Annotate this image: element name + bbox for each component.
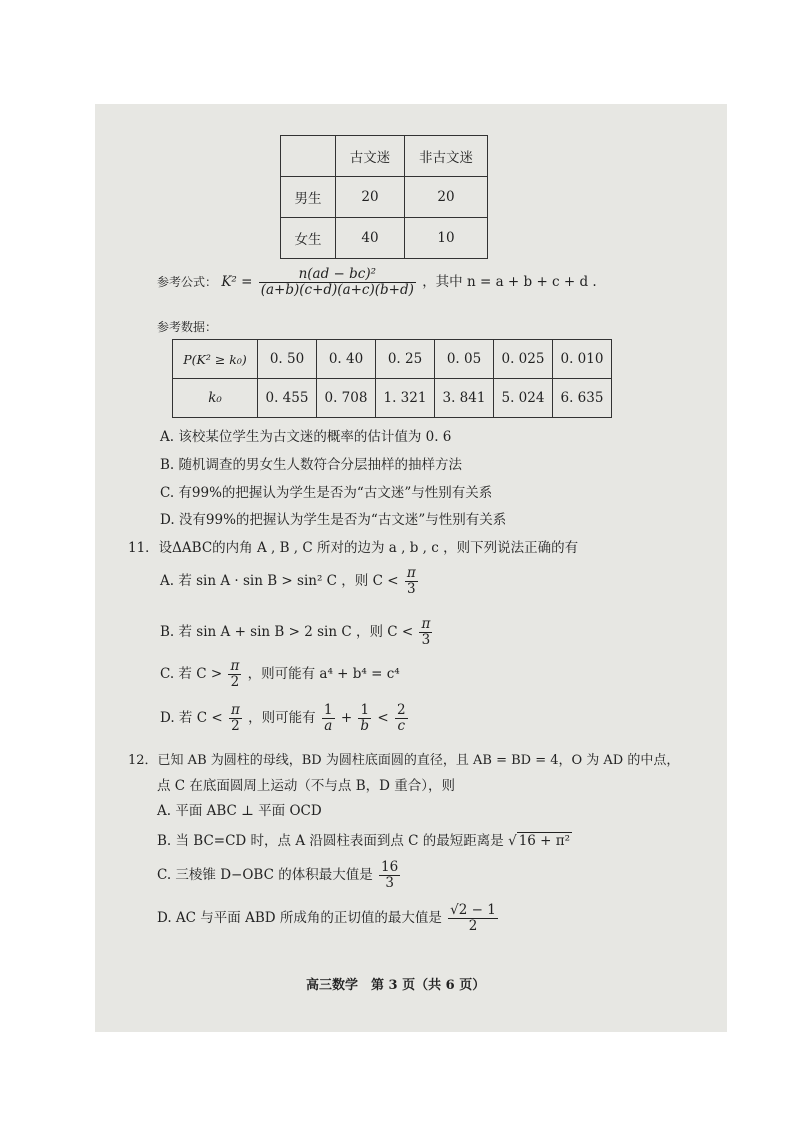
fraction <box>228 659 241 690</box>
q11-option-a <box>160 566 420 597</box>
q10-option-c: C. 有99%的把握认为学生是否为“古文迷”与性别有关系 <box>160 485 493 501</box>
q12-option-c <box>157 860 402 891</box>
fraction-numerator: 1 <box>323 702 333 718</box>
table-cell: 0. 025 <box>494 340 553 379</box>
table-row <box>173 340 612 379</box>
q11-option-d <box>160 703 410 734</box>
table-row <box>281 136 488 177</box>
table-cell: 非古文迷 <box>405 136 488 177</box>
fraction <box>322 703 335 734</box>
table-cell: 0. 708 <box>317 379 376 418</box>
fraction <box>395 703 408 734</box>
less-than-sign: < <box>377 710 389 726</box>
table-cell: P(K² ≥ k₀) <box>173 340 258 379</box>
table-row <box>281 218 488 259</box>
radicand: 16 + π² <box>518 833 571 849</box>
fraction <box>419 617 432 648</box>
fraction-denominator: 2 <box>231 718 240 734</box>
q12-b-text: B. 当 BC=CD 时，点 A 沿圆柱表面到点 C 的最短距离是 <box>157 833 504 849</box>
fraction <box>358 703 371 734</box>
fraction-numerator: 1 <box>358 703 371 719</box>
q12-option-b <box>157 832 572 850</box>
fraction-numerator: π <box>406 565 416 581</box>
table-cell: 0. 455 <box>258 379 317 418</box>
contingency-table <box>280 135 488 259</box>
q11-a-text: A. 若 sin A · sin B > sin² C ，则 C < <box>160 573 399 589</box>
q11-b-text: B. 若 sin A + sin B > 2 sin C ，则 C < <box>160 624 414 640</box>
table-cell: 0. 25 <box>376 340 435 379</box>
table-cell: 0. 40 <box>317 340 376 379</box>
table-cell: 女生 <box>281 218 336 259</box>
table-cell: 20 <box>336 177 405 218</box>
fraction-numerator: π <box>230 658 240 674</box>
fraction-denominator: 3 <box>406 581 416 597</box>
formula-numerator: n(ad − bc)² <box>259 267 416 283</box>
q10-option-a: A. 该校某位学生为古文迷的概率的估计值为 0. 6 <box>160 429 452 445</box>
reference-formula <box>157 265 597 299</box>
q11-d-mid: ，则可能有 <box>248 710 316 726</box>
fraction-numerator: π <box>421 616 431 632</box>
table-cell: 1. 321 <box>376 379 435 418</box>
table-cell: 20 <box>405 177 488 218</box>
fraction-denominator: 3 <box>385 875 394 891</box>
fraction-denominator: 2 <box>230 674 240 690</box>
formula-denominator: (a+b)(c+d)(a+c)(b+d) <box>260 282 414 298</box>
radical: √ 16 + π² <box>508 833 571 849</box>
critical-value-table <box>172 339 612 418</box>
table-cell: 40 <box>336 218 405 259</box>
table-row <box>173 379 612 418</box>
table-cell: 5. 024 <box>494 379 553 418</box>
q10-option-b: B. 随机调查的男女生人数符合分层抽样的抽样方法 <box>160 457 463 473</box>
reference-data-label: 参考数据： <box>157 320 218 334</box>
fraction <box>405 566 418 597</box>
table-cell: 0. 50 <box>258 340 317 379</box>
q11-option-b <box>160 617 434 648</box>
q11-d-text: D. 若 C < <box>160 710 223 726</box>
fraction-numerator: π <box>230 702 240 718</box>
fraction-numerator: 16 <box>381 859 399 875</box>
q11-option-c <box>160 659 400 690</box>
table-cell: 10 <box>405 218 488 259</box>
fraction-denominator: 2 <box>468 918 478 934</box>
formula-label: 参考公式： <box>157 275 218 289</box>
q11-c-text: C. 若 C > <box>160 666 223 682</box>
q12-stem-line2: 点 C 在底面圆周上运动（不与点 B，D 重合），则 <box>157 778 455 794</box>
fraction <box>379 860 400 891</box>
fraction <box>229 703 242 734</box>
q11-stem: 11．设ΔABC的内角 A , B , C 所对的边为 a , b , c ，则下列说法正确的有 <box>128 540 579 556</box>
table-cell: 男生 <box>281 177 336 218</box>
fraction-denominator: c <box>397 718 406 734</box>
fraction-denominator: b <box>360 718 370 734</box>
table-cell: 6. 635 <box>553 379 612 418</box>
fraction-numerator: 2 <box>396 702 406 718</box>
q10-option-d: D. 没有99%的把握认为学生是否为“古文迷”与性别有关系 <box>160 512 507 528</box>
table-cell <box>281 136 336 177</box>
fraction <box>448 903 498 934</box>
formula-where: ，其中 n = a + b + c + d . <box>422 274 597 290</box>
q12-stem-line1: 12．已知 AB 为圆柱的母线，BD 为圆柱底面圆的直径，且 AB = BD = 4，O 为 AD 的中点， <box>128 753 680 768</box>
table-cell: 3. 841 <box>435 379 494 418</box>
page-footer: 高三数学 第 3 页（共 6 页） <box>306 978 486 993</box>
q11-c-post: ，则可能有 a⁴ + b⁴ = c⁴ <box>247 666 400 682</box>
table-cell: 古文迷 <box>336 136 405 177</box>
q12-d-text: D. AC 与平面 ABD 所成角的正切值的最大值是 <box>157 910 442 926</box>
fraction-denominator: a <box>324 718 333 734</box>
table-row <box>281 177 488 218</box>
fraction-denominator: 3 <box>421 632 431 648</box>
q12-option-d <box>157 903 500 934</box>
plus-sign: + <box>340 710 353 726</box>
formula-lhs: K² = <box>221 274 253 290</box>
table-cell: 0. 05 <box>435 340 494 379</box>
fraction-numerator: √2 − 1 <box>450 902 496 918</box>
table-cell: k₀ <box>173 379 258 418</box>
q12-option-a: A. 平面 ABC ⊥ 平面 OCD <box>157 803 322 819</box>
formula-fraction <box>259 267 416 298</box>
q12-c-text: C. 三棱锥 D−OBC 的体积最大值是 <box>157 867 373 883</box>
table-cell: 0. 010 <box>553 340 612 379</box>
